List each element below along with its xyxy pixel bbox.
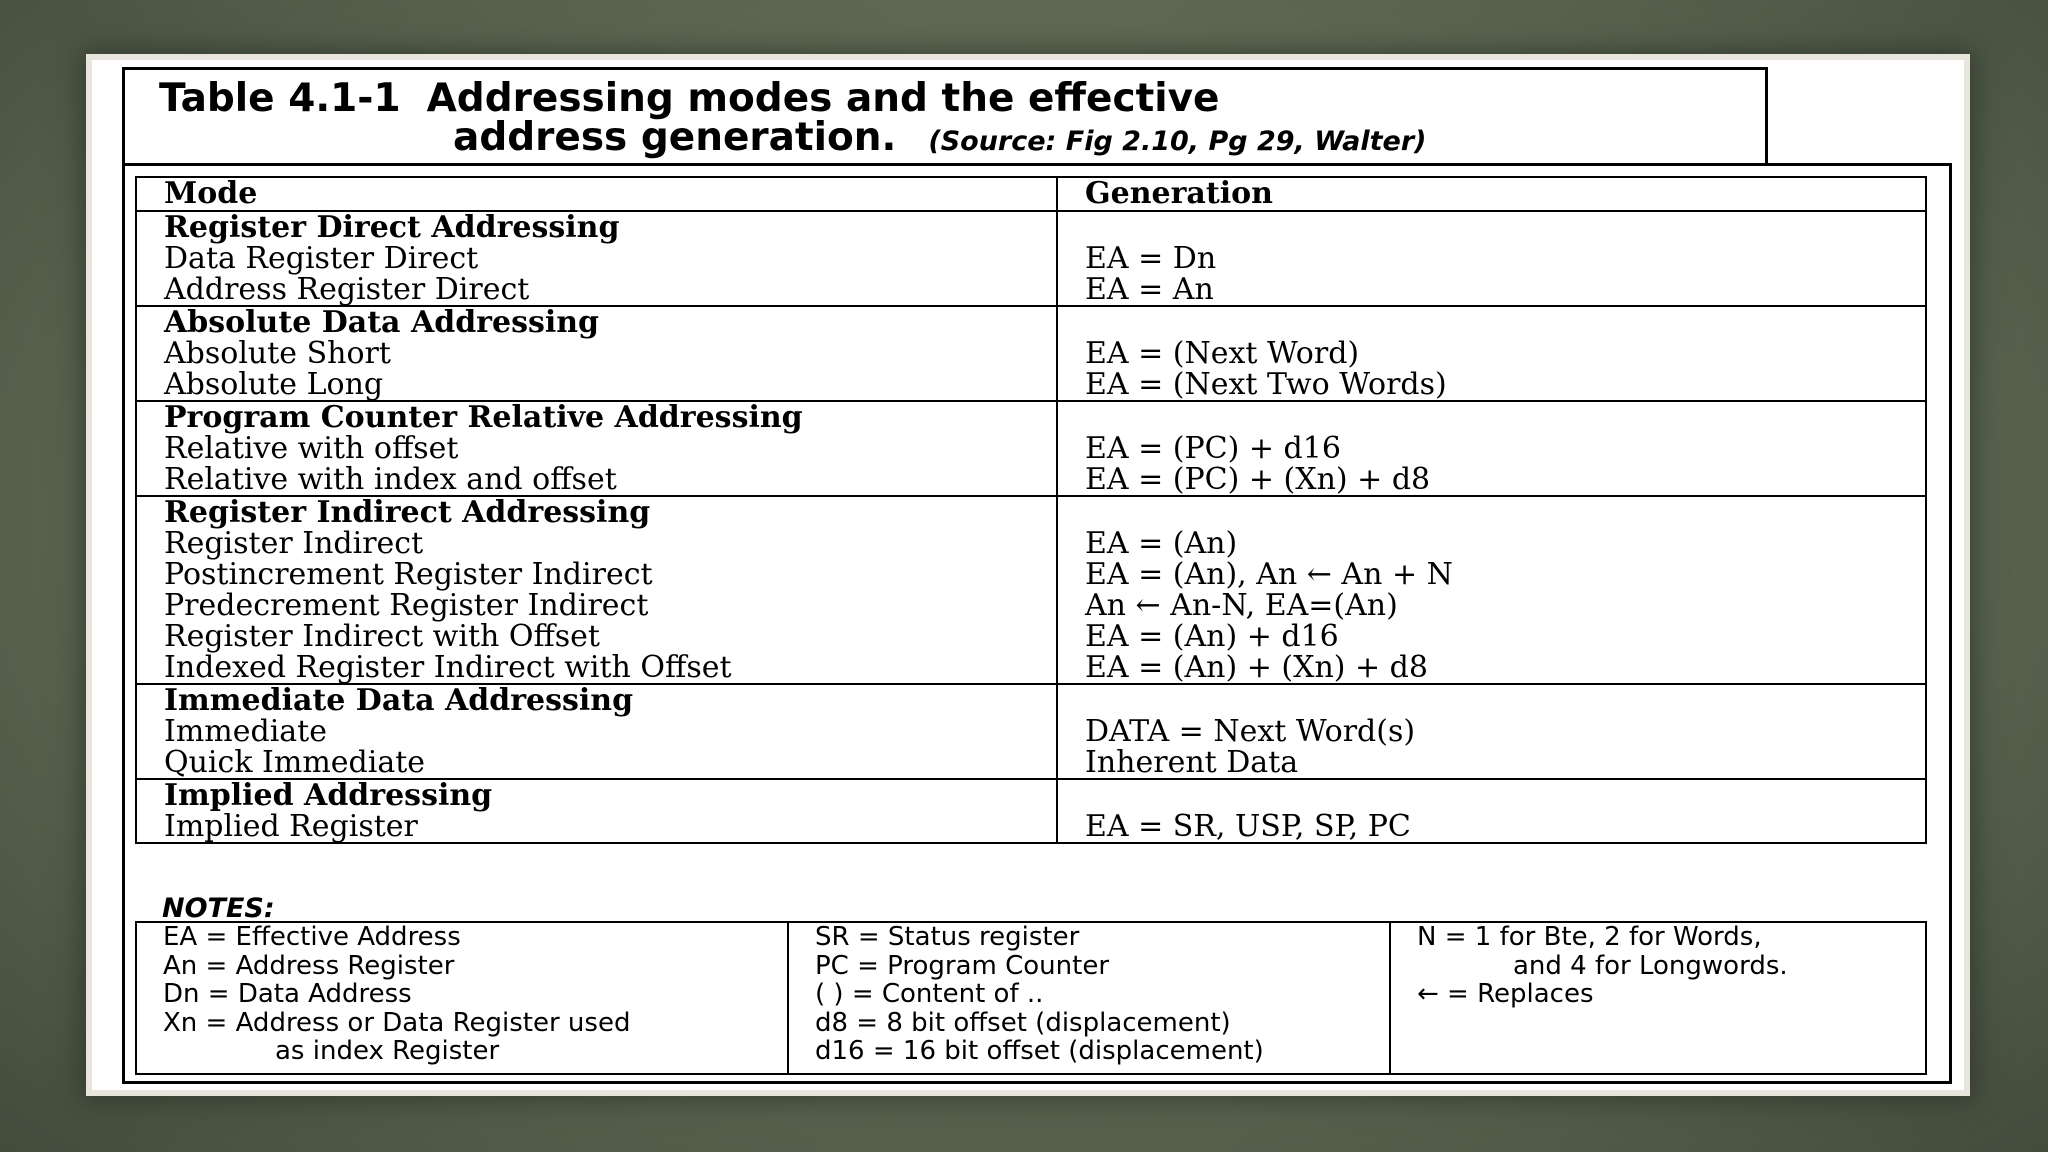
mode-cell [136, 779, 1057, 843]
notes-column-2 [788, 922, 1390, 1074]
generation-formula: An ← An-N, EA=(An) [1085, 588, 1398, 623]
generation-formula: EA = (An), An ← An + N [1085, 557, 1453, 592]
table-row [136, 401, 1926, 496]
generation-cell [1057, 211, 1926, 306]
generation-formula: EA = (Next Word) [1085, 336, 1360, 371]
notes-label: NOTES: [162, 893, 275, 924]
note-item: Dn = Data Address [163, 979, 412, 1009]
group-title: Immediate Data Addressing [164, 683, 634, 718]
table-frame [122, 163, 1952, 1084]
slide [92, 60, 1964, 1090]
title-line-1: Addressing modes and the effective [426, 76, 1220, 121]
mode-name: Register Indirect [164, 526, 424, 561]
group-title: Register Indirect Addressing [164, 495, 651, 530]
source-citation: (Source: Fig 2.10, Pg 29, Walter) [928, 126, 1427, 157]
generation-cell [1057, 779, 1926, 843]
generation-cell [1057, 496, 1926, 684]
generation-formula: EA = Dn [1085, 241, 1217, 276]
table-row [136, 306, 1926, 401]
table-row [136, 211, 1926, 306]
mode-name: Relative with offset [164, 431, 459, 466]
mode-cell [136, 684, 1057, 779]
mode-cell [136, 496, 1057, 684]
mode-cell [136, 306, 1057, 401]
mode-name: Absolute Short [164, 336, 391, 371]
generation-formula: EA = (PC) + (Xn) + d8 [1085, 462, 1431, 497]
table-row [136, 779, 1926, 843]
notes-row [136, 922, 1926, 1074]
table-number: Table 4.1-1 [159, 76, 401, 121]
mode-cell [136, 401, 1057, 496]
addressing-modes-table [135, 176, 1927, 844]
mode-name: Absolute Long [164, 367, 384, 402]
mode-cell [136, 211, 1057, 306]
note-item: d16 = 16 bit offset (displacement) [815, 1036, 1264, 1066]
header-generation: Generation [1057, 177, 1926, 211]
note-item: as index Register [275, 1036, 500, 1066]
generation-formula: EA = (An) [1085, 526, 1238, 561]
note-item: d8 = 8 bit offset (displacement) [815, 1007, 1231, 1038]
mode-name: Postincrement Register Indirect [164, 557, 653, 592]
generation-cell [1057, 306, 1926, 401]
generation-formula: DATA = Next Word(s) [1085, 714, 1416, 749]
note-item: SR = Status register [815, 922, 1080, 952]
generation-cell [1057, 401, 1926, 496]
mode-name: Predecrement Register Indirect [164, 588, 649, 623]
notes-column-3 [1390, 922, 1926, 1074]
notes-table [135, 921, 1927, 1075]
generation-formula: EA = (An) + (Xn) + d8 [1085, 650, 1428, 685]
notes-column-1 [136, 922, 788, 1074]
group-title: Program Counter Relative Addressing [164, 400, 803, 435]
note-item: EA = Effective Address [163, 922, 461, 952]
group-title: Implied Addressing [164, 778, 493, 813]
table-row [136, 496, 1926, 684]
note-item: An = Address Register [163, 950, 455, 981]
mode-name: Relative with index and offset [164, 462, 617, 497]
generation-formula: EA = (PC) + d16 [1085, 431, 1341, 466]
mode-name: Register Indirect with Offset [164, 619, 600, 654]
generation-formula: EA = (Next Two Words) [1085, 367, 1447, 402]
note-item: ← = Replaces [1417, 979, 1594, 1009]
note-item: and 4 for Longwords. [1513, 950, 1788, 981]
generation-formula: EA = SR, USP, SP, PC [1085, 809, 1411, 844]
title-box [122, 67, 1768, 166]
table-header-row [136, 177, 1926, 211]
mode-name: Immediate [164, 714, 327, 749]
note-item: N = 1 for Bte, 2 for Words, [1417, 922, 1762, 952]
title-line-2: address generation. [453, 115, 897, 160]
generation-formula: Inherent Data [1085, 745, 1299, 780]
mode-name: Quick Immediate [164, 745, 426, 780]
mode-name: Address Register Direct [164, 272, 530, 307]
mode-name: Indexed Register Indirect with Offset [164, 650, 732, 685]
mode-name: Implied Register [164, 809, 418, 844]
table-row [136, 684, 1926, 779]
header-mode: Mode [136, 177, 1057, 211]
group-title: Absolute Data Addressing [164, 305, 600, 340]
generation-cell [1057, 684, 1926, 779]
note-item: Xn = Address or Data Register used [163, 1007, 631, 1038]
title-line-2-wrap [453, 115, 1427, 160]
note-item: PC = Program Counter [815, 950, 1110, 981]
mode-name: Data Register Direct [164, 241, 479, 276]
note-item: ( ) = Content of .. [815, 979, 1044, 1009]
generation-formula: EA = (An) + d16 [1085, 619, 1339, 654]
generation-formula: EA = An [1085, 272, 1214, 307]
group-title: Register Direct Addressing [164, 210, 620, 245]
